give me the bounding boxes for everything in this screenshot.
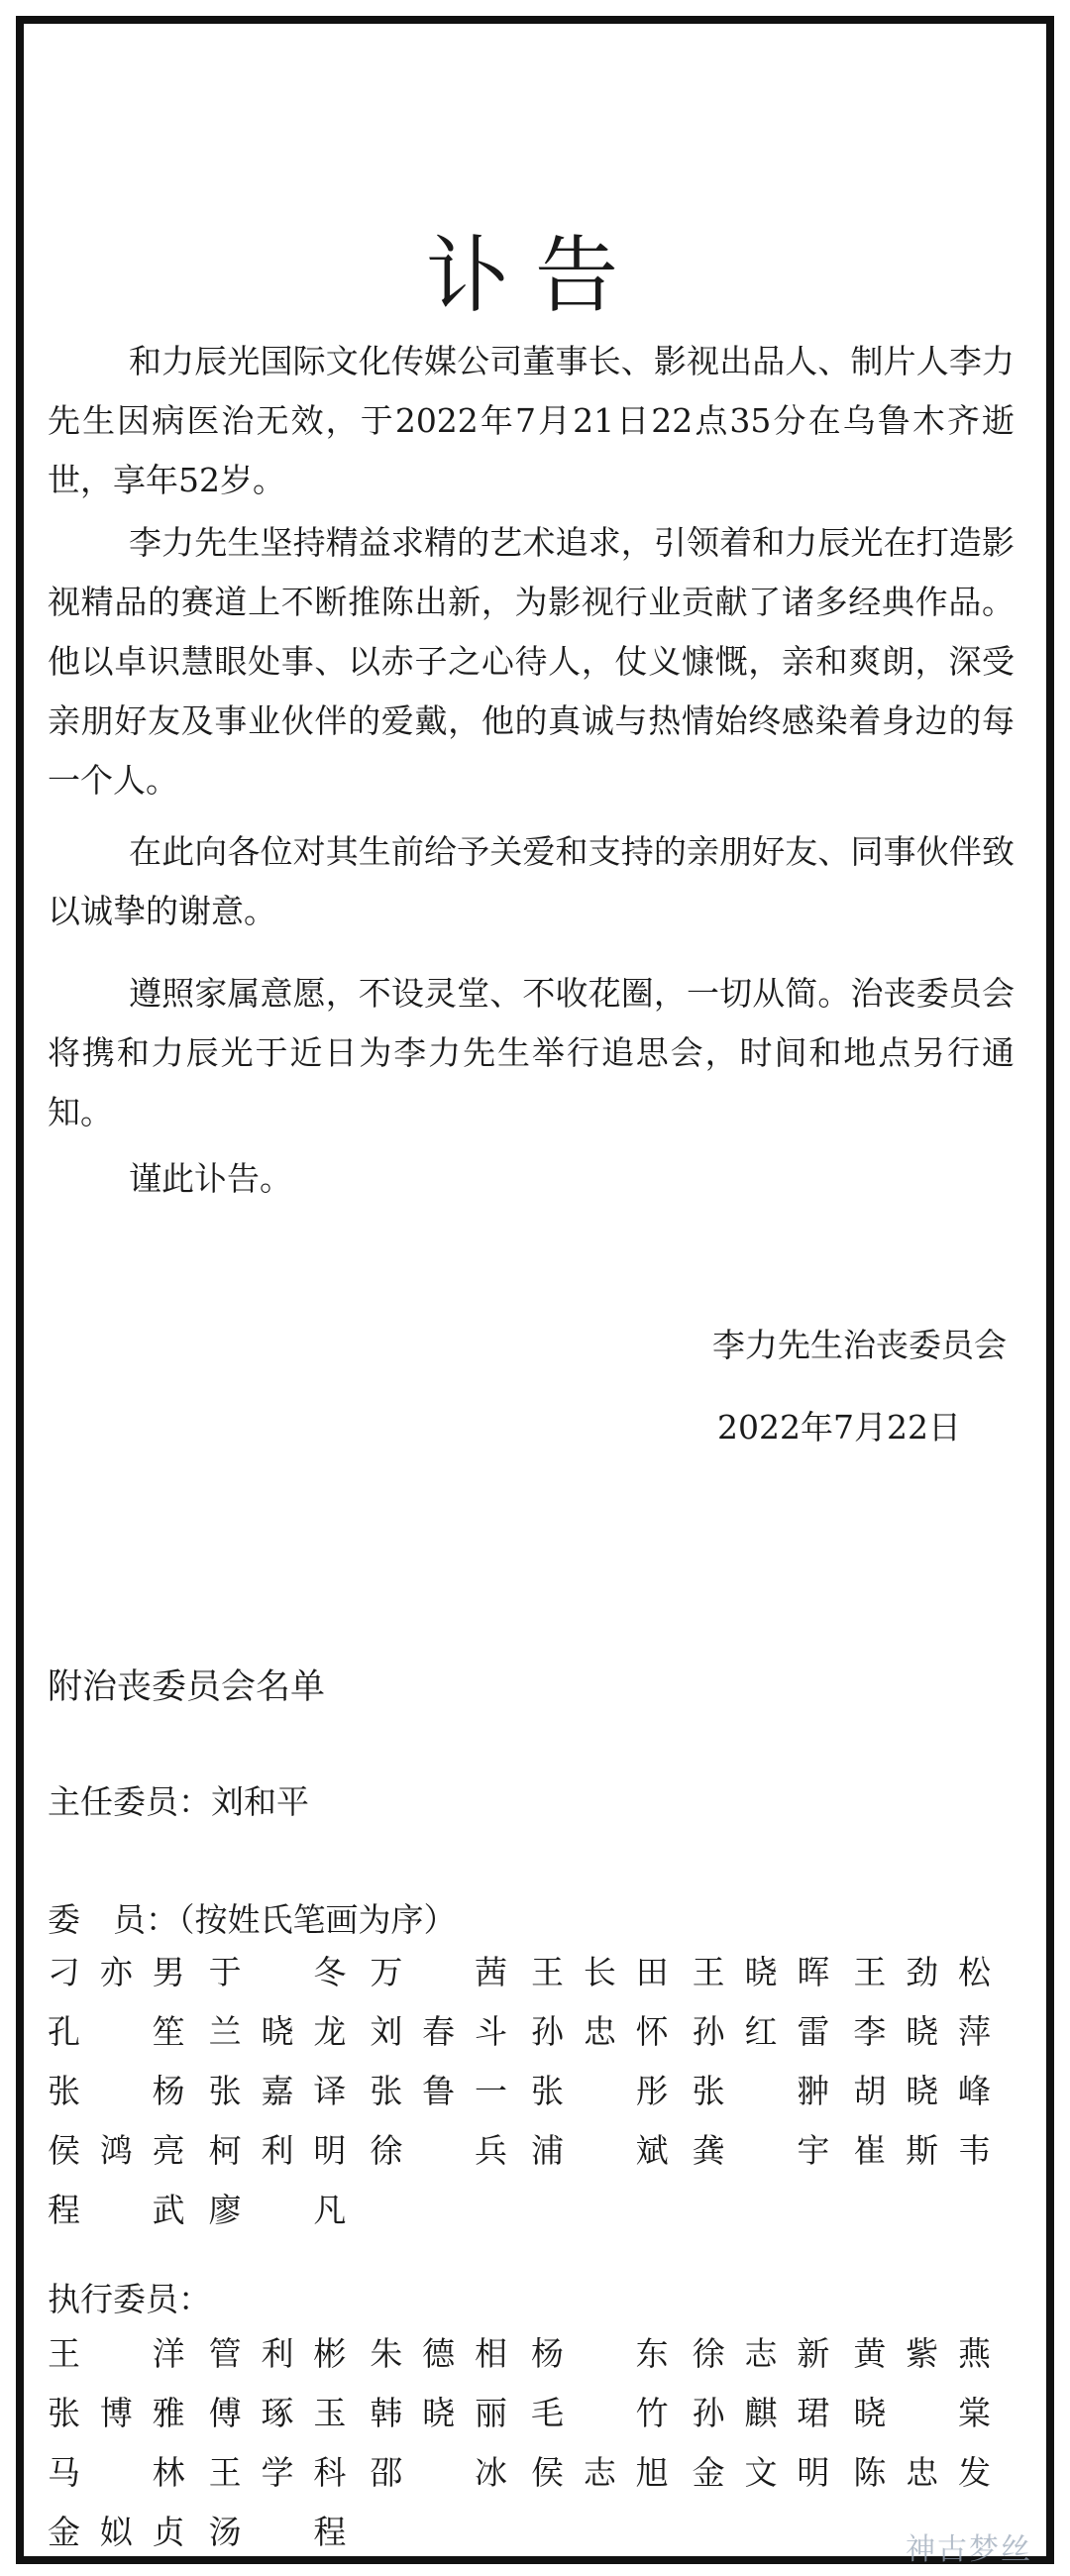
paragraph-thanks: 在此向各位对其生前给予关爱和支持的亲朋好友、同事伙伴致以诚挚的谢意。 bbox=[48, 832, 1015, 930]
committee-name: 陈忠发 bbox=[853, 2453, 991, 2492]
committee-name: 兰晓龙 bbox=[208, 2012, 347, 2051]
committee-name: 张博雅 bbox=[48, 2394, 185, 2432]
watermark: 神古梦丝 bbox=[906, 2532, 1032, 2567]
obituary-title: 讣告 bbox=[425, 227, 644, 325]
committee-name: 金文明 bbox=[692, 2453, 830, 2492]
committee-name: 韩晓丽 bbox=[370, 2394, 507, 2432]
committee-name: 晓 棠 bbox=[853, 2394, 991, 2432]
committee-name: 汤 程 bbox=[208, 2513, 347, 2551]
committee-name: 王学科 bbox=[208, 2453, 347, 2492]
committee-name: 张 翀 bbox=[692, 2072, 830, 2110]
committee-name: 张鲁一 bbox=[370, 2072, 507, 2110]
committee-name: 邵 冰 bbox=[370, 2453, 507, 2492]
committee-name: 刘春斗 bbox=[370, 2012, 507, 2051]
paragraph-arrangements: 遵照家属意愿，不设灵堂、不收花圈，一切从简。治丧委员会将携和力辰光于近日为李力先生举行追思会，时间和地点另行通知。 bbox=[48, 974, 1015, 1131]
paragraph-closing: 谨此讣告。 bbox=[129, 1159, 292, 1198]
committee-name: 张嘉译 bbox=[208, 2072, 347, 2110]
committee-name: 杨 东 bbox=[531, 2334, 669, 2373]
paragraph-tribute: 李力先生坚持精益求精的艺术追求，引领着和力辰光在打造影视精品的赛道上不断推陈出新，为影视行业贡献了诸多经典作品。他以卓识慧眼处事、以赤子之心待人，仗义慷慨，亲和爽朗，深受亲朋好友及事业伙伴的爱戴，他的真诚与热情始终感染着身边的每一个人。 bbox=[48, 523, 1015, 800]
committee-list-heading: 附治丧委员会名单 bbox=[48, 1667, 326, 1707]
members-label: 委 员：（按姓氏笔画为序） bbox=[48, 1900, 457, 1939]
committee-name: 傅琢玉 bbox=[208, 2394, 347, 2432]
committee-name: 孙忠怀 bbox=[531, 2012, 669, 2051]
committee-name: 浦 斌 bbox=[531, 2131, 669, 2170]
committee-name: 金姒贞 bbox=[48, 2513, 185, 2551]
committee-name: 朱德相 bbox=[370, 2334, 507, 2373]
committee-name: 张 彤 bbox=[531, 2072, 669, 2110]
committee-name: 徐 兵 bbox=[370, 2131, 507, 2170]
committee-name: 孔 笙 bbox=[48, 2012, 185, 2051]
committee-name: 王劲松 bbox=[853, 1953, 991, 1991]
committee-name: 徐志新 bbox=[692, 2334, 830, 2373]
paragraph-announcement: 和力辰光国际文化传媒公司董事长、影视出品人、制片人李力先生因病医治无效，于2022年7月21日22点35分在乌鲁木齐逝世，享年52岁。 bbox=[48, 342, 1015, 499]
committee-name: 孙红雷 bbox=[692, 2012, 830, 2051]
committee-name: 龚 宇 bbox=[692, 2131, 830, 2170]
signature-committee: 李力先生治丧委员会 bbox=[712, 1326, 1007, 1364]
committee-name: 万 茜 bbox=[370, 1953, 507, 1991]
committee-name: 廖 凡 bbox=[208, 2191, 347, 2229]
committee-name: 王长田 bbox=[531, 1953, 669, 1991]
committee-name: 侯志旭 bbox=[531, 2453, 669, 2492]
committee-name: 黄紫燕 bbox=[853, 2334, 991, 2373]
committee-name: 马 林 bbox=[48, 2453, 185, 2492]
committee-name: 程 武 bbox=[48, 2191, 185, 2229]
committee-name: 王 洋 bbox=[48, 2334, 185, 2373]
committee-name: 于 冬 bbox=[208, 1953, 347, 1991]
committee-name: 刁亦男 bbox=[48, 1953, 185, 1991]
signature-date: 2022年7月22日 bbox=[717, 1408, 961, 1447]
committee-name: 崔斯韦 bbox=[853, 2131, 991, 2170]
members-list bbox=[48, 1947, 1015, 2236]
committee-name: 张 杨 bbox=[48, 2072, 185, 2110]
executive-label: 执行委员： bbox=[48, 2280, 211, 2318]
committee-name: 李晓萍 bbox=[853, 2012, 991, 2051]
committee-name: 柯利明 bbox=[208, 2131, 347, 2170]
committee-name: 管利彬 bbox=[208, 2334, 347, 2373]
committee-name: 王晓晖 bbox=[692, 1953, 830, 1991]
director-line: 主任委员：刘和平 bbox=[48, 1782, 309, 1821]
committee-name: 侯鸿亮 bbox=[48, 2131, 185, 2170]
committee-name: 胡晓峰 bbox=[853, 2072, 991, 2110]
committee-name: 毛 竹 bbox=[531, 2394, 669, 2432]
executives-list bbox=[48, 2328, 1015, 2558]
committee-name: 孙麒珺 bbox=[692, 2394, 830, 2432]
